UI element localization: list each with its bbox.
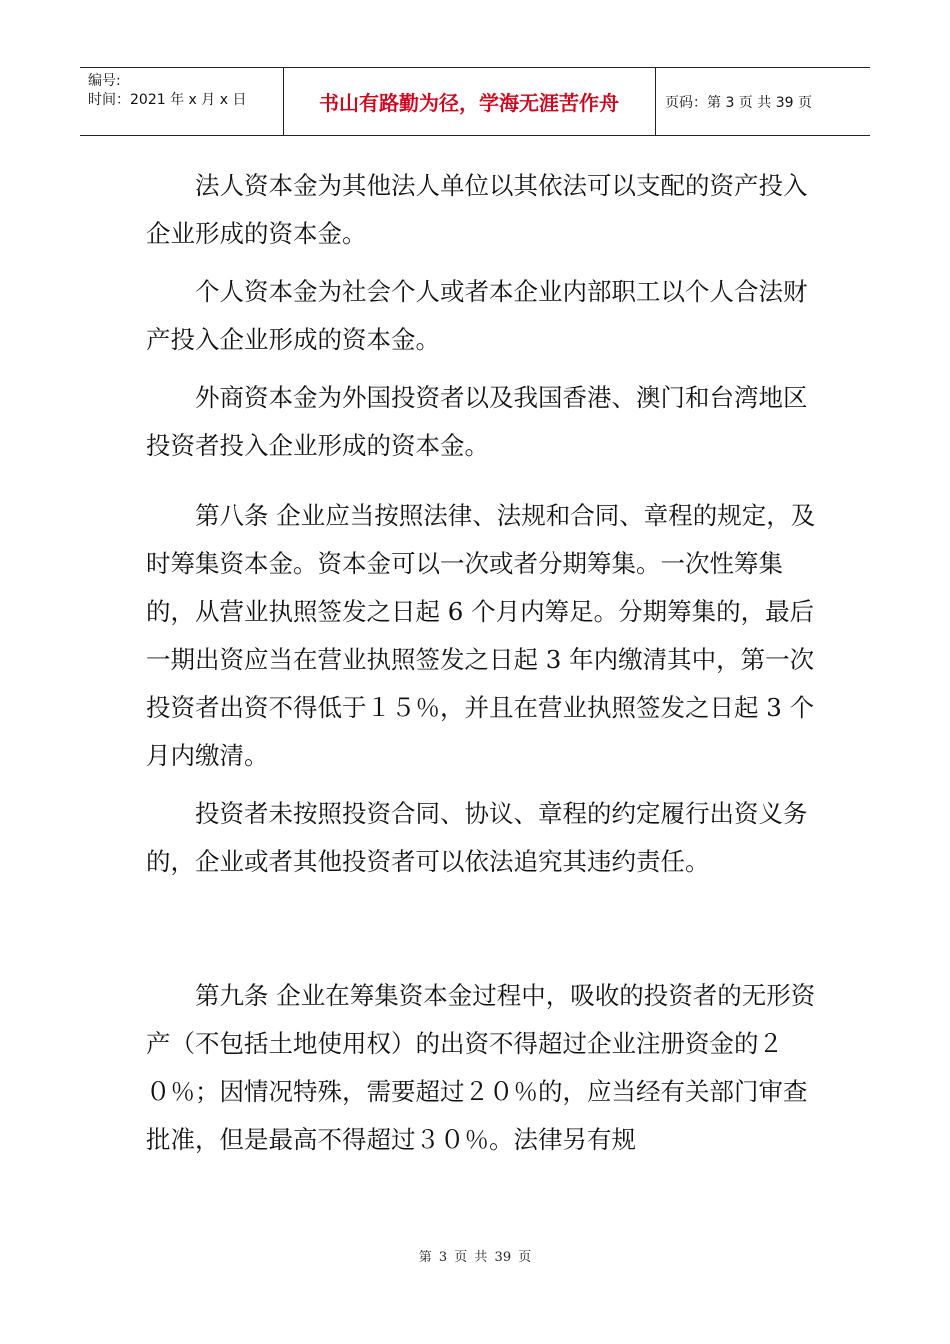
header-page-info: 页码：第 3 页 共 39 页 [665, 94, 812, 111]
document-number-label: 编号: [88, 73, 121, 89]
header-motto: 书山有路勤为径，学海无涯苦作舟 [283, 68, 656, 135]
paragraph-article-8: 第八条 企业应当按照法律、法规和合同、章程的规定，及时筹集资本金。资本金可以一次或者分期筹集。一次性筹集的，从营业执照签发之日起 6 个月内筹足。分期筹集的，最后一期出资应当在营业执照签发之日起 3 年内缴清其中，第一次投资者出资不得低于１５％，并且在营业执照签发之日起 3 个月内缴清。 [146, 501, 816, 770]
header-meta [80, 68, 284, 135]
paragraph-investor-liability: 投资者未按照投资合同、协议、章程的约定履行出资义务的，企业或者其他投资者可以依法追究其违约责任。 [146, 799, 808, 876]
paragraph-article-9: 第九条 企业在筹集资本金过程中，吸收的投资者的无形资产（不包括土地使用权）的出资不得超过企业注册资金的２０％；因情况特殊，需要超过２０％的，应当经有关部门审查批准，但是最高不得超过３０％。法律另有规 [146, 981, 816, 1154]
document-body [146, 162, 816, 1164]
page-header [80, 67, 870, 136]
paragraph-foreign-capital: 外商资本金为外国投资者以及我国香港、澳门和台湾地区投资者投入企业形成的资本金。 [146, 383, 808, 460]
paragraph-personal-capital: 个人资本金为社会个人或者本企业内部职工以个人合法财产投入企业形成的资本金。 [146, 277, 808, 354]
document-date: 时间：2021 年 x 月 x 日 [88, 92, 247, 108]
page-footer: 第 3 页 共 39 页 [418, 1250, 532, 1265]
paragraph-legal-person-capital: 法人资本金为其他法人单位以其依法可以支配的资产投入企业形成的资本金。 [146, 171, 808, 248]
